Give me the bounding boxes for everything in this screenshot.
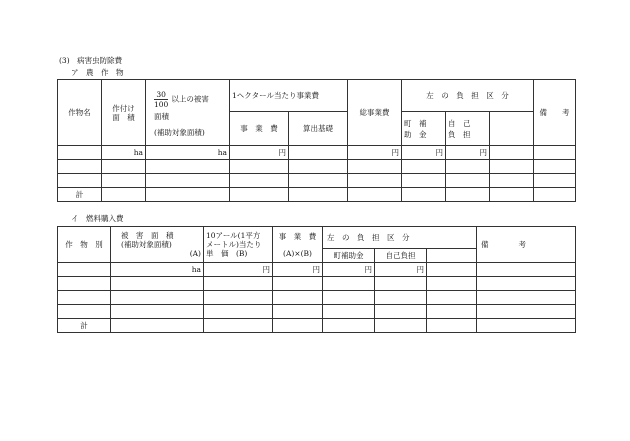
header-burden-blank [490,112,534,146]
fuel-table [57,226,576,333]
header-burden-title: 左 の 負 担 区 分 [402,80,534,112]
header-unit-price-line2: メートル)当たり [206,240,262,249]
header-crop-name: 作物名 [58,80,102,146]
table-row [58,174,576,188]
header-town-subsidy: 町補助金 [323,249,375,263]
unit-yen: 円 [230,146,289,160]
header-unit-price-line1: 10アール(1平方 [206,231,261,240]
header-project-cost-line1: 事 業 費 [278,231,317,241]
header-town-subsidy-line2: 助 金 [404,129,427,139]
header-damaged-area-sub: (補助対象面積) [154,128,205,137]
header-planted-area [102,80,146,146]
header-unit-price-line3: 単 価 (B) [206,249,248,258]
total-label: 計 [58,319,111,333]
cell [534,146,576,160]
part-b-title: イ 燃料購入費 [71,214,124,223]
unit-ha: ha [111,263,204,277]
header-self-burden [446,112,490,146]
cell [477,263,576,277]
section-title: (3) 病害虫防除費 [59,56,123,65]
header-project-cost [273,227,323,263]
table-row [58,277,576,291]
header-burden-blank [427,249,477,263]
header-planted-area-line1: 作付け [112,103,135,113]
table-row [58,160,576,174]
header-self-burden-line1: 自 己 [448,118,471,128]
table-row [58,291,576,305]
header-cost-per-ha: 1ヘクタール当たり事業費 [230,80,348,112]
header-self-burden: 自己負担 [375,249,427,263]
header-damaged-suffix: 以上の被害 [171,94,209,104]
fuel-header-row-1 [58,227,576,249]
unit-ha: ha [146,146,230,160]
header-total-cost: 総事業費 [348,80,402,146]
unit-yen: 円 [273,263,323,277]
header-unit-price [204,227,273,263]
header-damaged-area [146,80,230,146]
header-calc-basis: 算出基礎 [289,112,348,146]
header-planted-area-line2: 面 積 [112,112,135,122]
header-damaged-area-label: 面積 [154,112,169,121]
crops-header-row-1 [58,80,576,112]
crops-table [57,79,576,202]
cell [490,146,534,160]
header-damaged-area-line3: (A) [189,249,201,258]
unit-ha: ha [102,146,146,160]
cell [58,146,102,160]
table-row [58,305,576,319]
total-row [58,188,576,202]
header-damaged-area-line2: (補助対象面積) [121,240,172,249]
header-remarks: 備 考 [534,80,576,146]
header-damaged-area [111,227,204,263]
crops-unit-row [58,146,576,160]
unit-yen: 円 [348,146,402,160]
unit-yen: 円 [402,146,446,160]
total-row [58,319,576,333]
header-remarks: 備 考 [477,227,576,263]
cell [427,263,477,277]
header-damaged-area-line1: 被 害 面 積 [121,231,174,240]
part-a-title: ア 農 作 物 [71,68,124,77]
header-self-burden-line2: 負 担 [448,129,471,139]
unit-yen: 円 [204,263,273,277]
header-project-cost-line2: (A)×(B) [283,248,312,258]
fuel-unit-row [58,263,576,277]
header-burden-title: 左 の 負 担 区 分 [323,227,477,249]
fraction [154,90,168,109]
header-town-subsidy-line1: 町 補 [404,118,427,128]
unit-yen: 円 [323,263,375,277]
header-project-cost: 事 業 費 [230,112,289,146]
fraction-denominator: 100 [154,100,169,109]
total-label: 計 [58,188,102,202]
header-town-subsidy [402,112,446,146]
header-crop-type: 作 物 別 [58,227,111,263]
cell [58,263,111,277]
unit-yen: 円 [446,146,490,160]
unit-yen: 円 [375,263,427,277]
fraction-numerator: 30 [154,90,168,100]
cell [289,146,348,160]
